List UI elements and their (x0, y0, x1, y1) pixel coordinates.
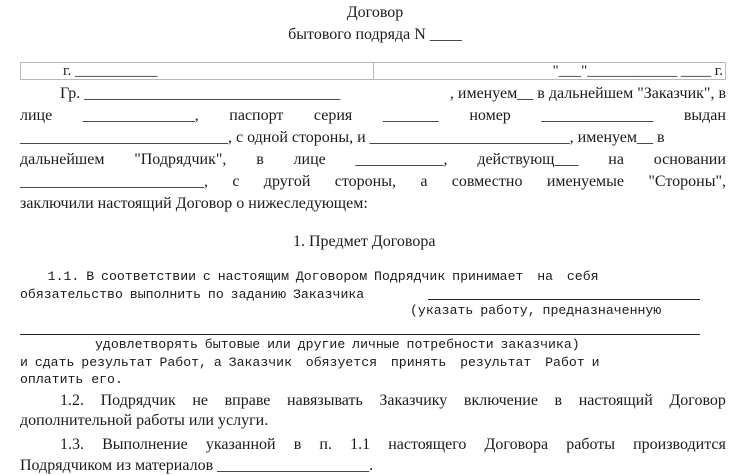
fill-in-line (20, 334, 700, 335)
city-field: г. ___________ (63, 63, 158, 79)
clause-1-3-line-1 (60, 437, 726, 453)
clause-1-1-line-3: и сдать результат Работ, а Заказчик обязуется принять результат Работ и (20, 355, 600, 370)
preamble-word: "Подрядчик", (134, 151, 227, 168)
preamble-line-5 (20, 174, 726, 190)
clause-1-2-line-1 (60, 393, 726, 409)
clause-word: Договора (484, 436, 549, 453)
clause-word: не (192, 392, 209, 409)
preamble-text: Гр. ________________________________ (60, 85, 341, 102)
clause-word: навязывать (287, 392, 363, 409)
clause-1-1-hint-1: (указать работу, предназначенную (410, 303, 662, 318)
clause-word: вправе (224, 392, 271, 409)
city-cell (21, 63, 374, 79)
clause-word: в (554, 392, 563, 409)
preamble-word: с (232, 173, 240, 190)
clause-word: 1.1 (350, 436, 371, 453)
preamble-word: _______ (382, 107, 439, 124)
document-title: Договор (346, 4, 404, 21)
preamble-word: _______________________, (20, 173, 208, 190)
clause-1-1-hint-2: удовлетворять бытовые или другие личные потребности заказчика) (95, 337, 580, 352)
preamble-line-3: __________________________, с одной стороны, и _________________________, именуем__ в (20, 129, 665, 146)
preamble-word: а (420, 173, 428, 190)
preamble-word: другой (263, 173, 311, 190)
preamble-word: дальнейшем (20, 151, 105, 168)
header-table (20, 62, 726, 80)
preamble-word: совместно (451, 173, 523, 190)
preamble-line-6: заключили настоящий Договор о нижеследующем: (20, 195, 368, 212)
clause-word: настоящий (578, 392, 653, 409)
clause-word: Выполнение (102, 436, 188, 453)
clause-word: Подрядчик (100, 392, 176, 409)
preamble-word: ______________, (82, 107, 199, 124)
preamble-word: ______________ (541, 107, 654, 124)
preamble-word: лице (20, 107, 53, 124)
preamble-line-2 (20, 108, 726, 124)
preamble-text: , именуем__ в дальнейшем "Заказчик", в (449, 85, 726, 102)
clause-word: настоящего (388, 436, 467, 453)
preamble-line-4 (20, 152, 726, 168)
preamble-word: серия (313, 107, 353, 124)
date-cell (374, 63, 725, 79)
clause-1-1-line-4: оплатить его. (20, 372, 123, 387)
preamble-word: "Стороны", (648, 173, 726, 190)
clause-1-2-line-2: дополнительной работы или услуги. (20, 412, 269, 429)
clause-1-1-line-2: обязательство выполнить по заданию Заказчика (20, 287, 365, 302)
clause-1-3-line-2: Подрядчиком из материалов ___________________. (20, 457, 374, 474)
clause-word: включение (463, 392, 538, 409)
preamble-word: стороны, (334, 173, 396, 190)
fill-in-line (428, 299, 700, 300)
preamble-word: в (256, 151, 264, 168)
clause-word: Заказчику (379, 392, 448, 409)
date-field: "___"____________ ____ г. (552, 63, 723, 79)
preamble-word: ___________, (355, 151, 448, 168)
clause-word: указанной (205, 436, 276, 453)
preamble-word: именуемые (546, 173, 625, 190)
clause-1-1-line-1: 1.1. В соответствии с настоящим Договором Подрядчик принимает на себя (20, 269, 599, 284)
preamble-line-1 (60, 86, 726, 102)
clause-word: Договор (669, 392, 726, 409)
clause-word: работы (566, 436, 615, 453)
clause-word: производится (633, 436, 726, 453)
preamble-word: выдан (683, 107, 726, 124)
section-heading: 1. Предмет Договора (293, 233, 436, 250)
clause-word: п. (319, 436, 332, 453)
preamble-word: основании (653, 151, 726, 168)
clause-word: в (293, 436, 302, 453)
document-subtitle: бытового подряда N ____ (288, 26, 462, 43)
preamble-word: паспорт (229, 107, 284, 124)
preamble-word: на (608, 151, 624, 168)
preamble-word: номер (469, 107, 511, 124)
preamble-word: действующ___ (477, 151, 579, 168)
preamble-word: лице (293, 151, 326, 168)
clause-word: 1.2. (60, 392, 84, 409)
clause-word: 1.3. (60, 436, 84, 453)
